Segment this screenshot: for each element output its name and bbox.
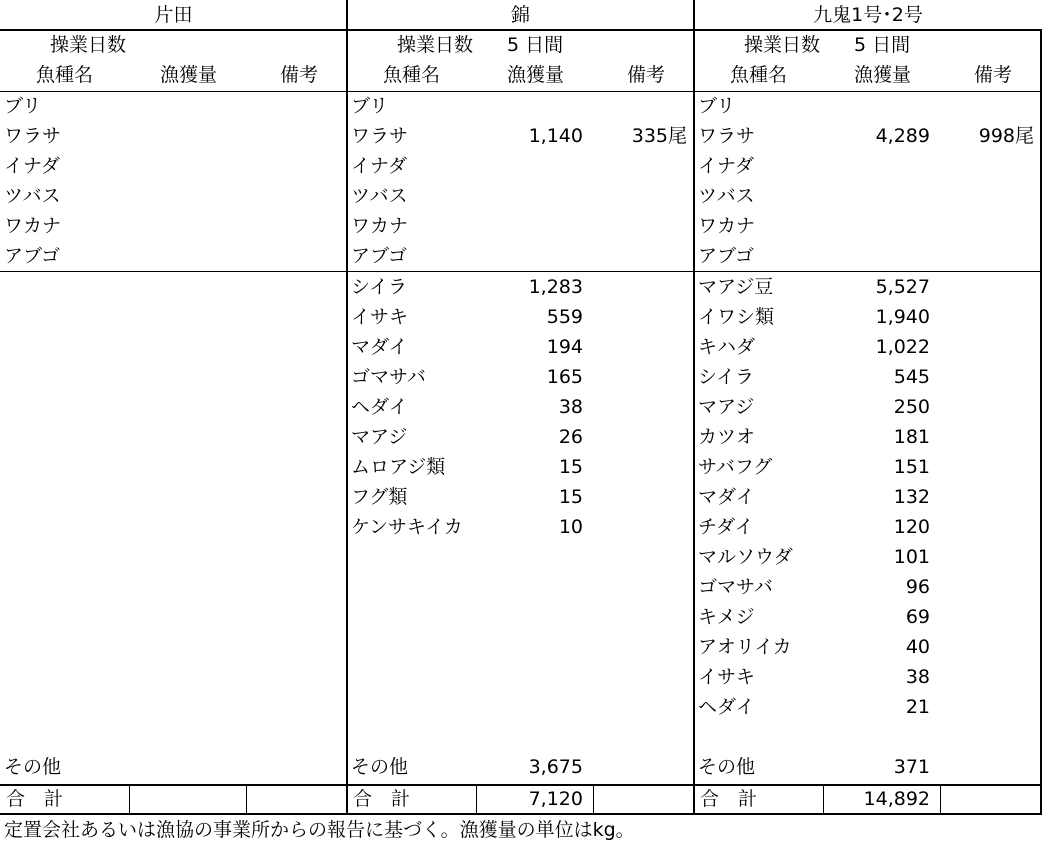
- other-species-name: カツオ: [698, 426, 756, 448]
- main-species-name: ツバス: [351, 185, 408, 207]
- other-species-catch: 151: [893, 456, 930, 478]
- main-species-name: ツバス: [698, 185, 755, 207]
- col-header-species: 魚種名: [383, 64, 441, 86]
- col-header-species: 魚種名: [730, 64, 788, 86]
- other-species-name: マアジ: [351, 426, 408, 448]
- other-species-catch: 132: [893, 486, 930, 508]
- ops-days-label: 操業日数: [50, 34, 127, 56]
- other-species-name: イサキ: [698, 666, 756, 688]
- other-species-catch: 1,022: [875, 336, 930, 358]
- other-species-catch: 21: [905, 696, 930, 718]
- other-species-catch: 40: [905, 636, 930, 658]
- section-kuki: [694, 0, 1042, 815]
- main-species-name: アブゴ: [4, 245, 61, 267]
- main-species-name: ワカナ: [351, 215, 409, 237]
- main-species-name: アブゴ: [698, 245, 755, 267]
- section-title: 九鬼1号･2号: [813, 4, 923, 26]
- other-species-catch: 10: [558, 516, 583, 538]
- other-species-catch: 1,283: [528, 276, 583, 298]
- footnote: 定置会社あるいは漁協の事業所からの報告に基づく。漁獲量の単位はkg。: [4, 819, 635, 841]
- other-species-catch: 26: [558, 426, 583, 448]
- col-header-catch: 漁獲量: [160, 64, 218, 86]
- other-species-name: イサキ: [351, 306, 409, 328]
- other-species-name: キハダ: [698, 336, 756, 358]
- ops-days-value: 5 日間: [507, 34, 564, 56]
- total-label: 合 計: [6, 788, 64, 810]
- other-species-catch: 96: [905, 576, 930, 598]
- main-species-name: アブゴ: [351, 245, 408, 267]
- ops-days-value: 5 日間: [854, 34, 911, 56]
- main-species-name: ブリ: [4, 95, 42, 117]
- other-species-name: シイラ: [351, 276, 408, 298]
- ops-days-label: 操業日数: [397, 34, 474, 56]
- other-label: その他: [698, 756, 756, 778]
- other-species-name: ケンサキイカ: [351, 516, 463, 538]
- other-species-catch: 101: [893, 546, 930, 568]
- main-species-name: ワカナ: [4, 215, 62, 237]
- other-species-name: ヘダイ: [351, 396, 408, 418]
- main-species-note: 335尾: [631, 125, 687, 147]
- total-value: 14,892: [863, 788, 930, 810]
- other-species-catch: 1,940: [875, 306, 930, 328]
- col-header-note: 備考: [627, 64, 666, 86]
- main-species-name: ブリ: [698, 95, 736, 117]
- other-species-catch: 120: [893, 516, 930, 538]
- section-katada: [0, 0, 347, 815]
- main-species-name: ブリ: [351, 95, 389, 117]
- other-species-name: ヘダイ: [698, 696, 755, 718]
- main-species-name: ワラサ: [4, 125, 62, 147]
- other-label: その他: [351, 756, 409, 778]
- other-species-name: イワシ類: [698, 306, 775, 328]
- main-species-name: ワラサ: [351, 125, 409, 147]
- other-species-catch: 5,527: [875, 276, 930, 298]
- main-species-catch: 1,140: [528, 125, 583, 147]
- other-species-catch: 545: [893, 366, 930, 388]
- other-species-name: マダイ: [698, 486, 755, 508]
- col-header-catch: 漁獲量: [507, 64, 565, 86]
- main-species-name: イナダ: [351, 155, 408, 177]
- other-species-catch: 194: [546, 336, 583, 358]
- other-species-catch: 38: [905, 666, 930, 688]
- other-value: 371: [893, 756, 930, 778]
- main-species-name: イナダ: [698, 155, 755, 177]
- total-value: 7,120: [528, 788, 583, 810]
- other-species-catch: 15: [558, 486, 583, 508]
- other-species-name: マアジ: [698, 396, 755, 418]
- ops-days-label: 操業日数: [744, 34, 821, 56]
- other-species-name: マアジ豆: [698, 276, 774, 298]
- main-species-name: ツバス: [4, 185, 61, 207]
- main-species-name: ワカナ: [698, 215, 756, 237]
- other-species-name: マダイ: [351, 336, 408, 358]
- other-species-name: ムロアジ類: [351, 456, 446, 478]
- total-label: 合 計: [353, 788, 411, 810]
- other-species-catch: 250: [893, 396, 930, 418]
- main-species-catch: 4,289: [875, 125, 930, 147]
- col-header-note: 備考: [974, 64, 1013, 86]
- other-species-name: マルソウダ: [698, 546, 793, 568]
- main-species-name: ワラサ: [698, 125, 756, 147]
- other-species-name: ゴマサバ: [351, 366, 426, 388]
- other-species-name: フグ類: [351, 486, 408, 508]
- section-title: 片田: [154, 4, 193, 26]
- other-value: 3,675: [528, 756, 583, 778]
- section-nishiki: [347, 0, 694, 815]
- other-species-catch: 38: [558, 396, 583, 418]
- other-species-catch: 165: [546, 366, 583, 388]
- other-species-catch: 181: [893, 426, 930, 448]
- col-header-species: 魚種名: [36, 64, 94, 86]
- col-header-catch: 漁獲量: [854, 64, 912, 86]
- other-species-name: アオリイカ: [698, 636, 792, 658]
- other-label: その他: [4, 756, 62, 778]
- other-species-catch: 15: [558, 456, 583, 478]
- other-species-name: チダイ: [698, 516, 754, 538]
- other-species-catch: 69: [905, 606, 930, 628]
- main-species-name: イナダ: [4, 155, 61, 177]
- col-header-note: 備考: [280, 64, 319, 86]
- total-label: 合 計: [700, 788, 758, 810]
- other-species-name: ゴマサバ: [698, 576, 773, 598]
- other-species-name: キメジ: [698, 606, 755, 628]
- main-species-note: 998尾: [978, 125, 1034, 147]
- section-title: 錦: [510, 4, 530, 26]
- other-species-catch: 559: [546, 306, 583, 328]
- other-species-name: サバフグ: [698, 456, 773, 478]
- other-species-name: シイラ: [698, 366, 755, 388]
